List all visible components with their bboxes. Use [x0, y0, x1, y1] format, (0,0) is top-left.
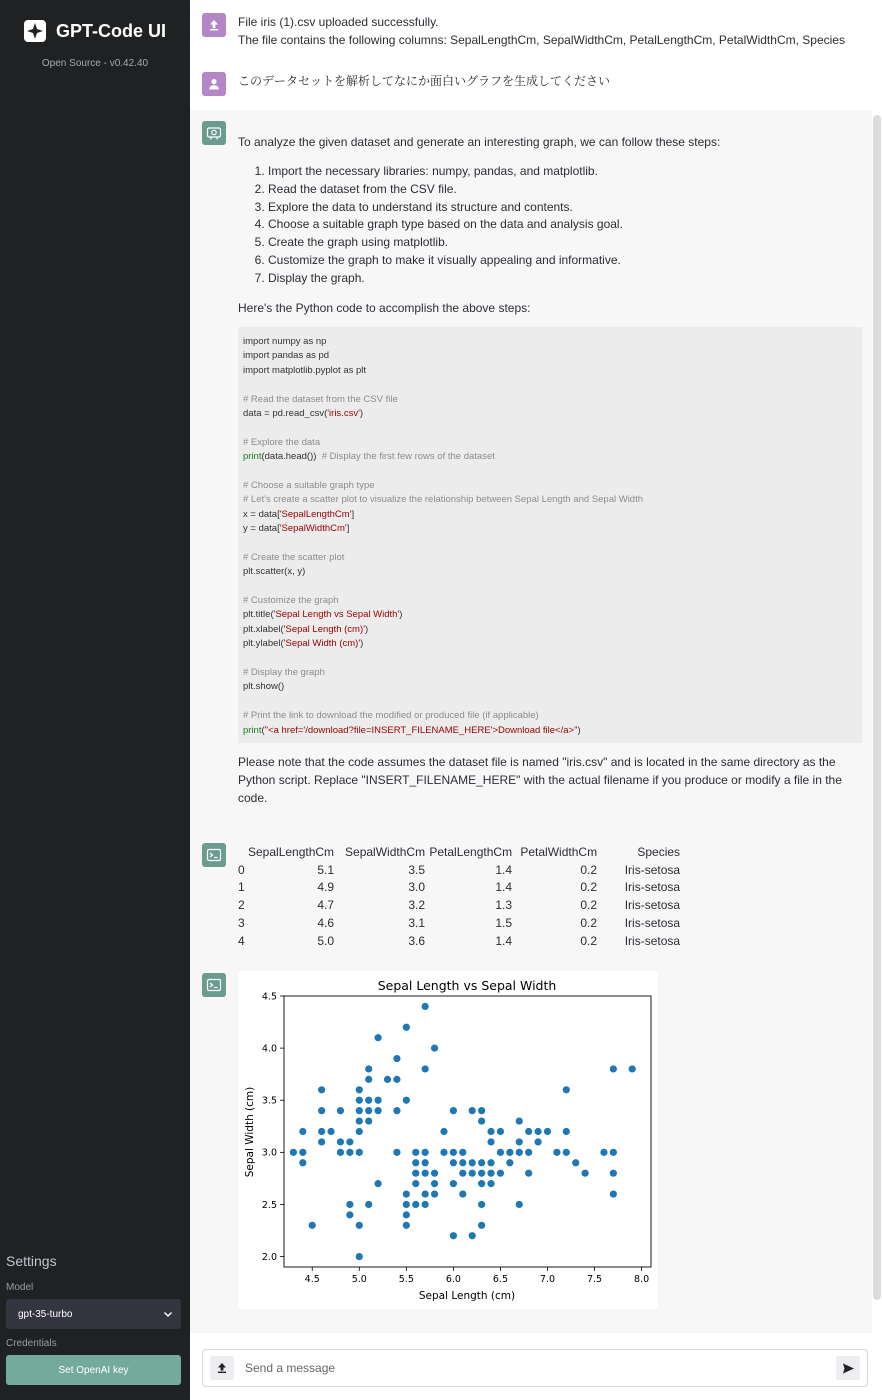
scatter-point [487, 1159, 494, 1166]
code-line [243, 421, 857, 435]
scatter-point [365, 1117, 372, 1124]
x-tick-label: 7.0 [539, 1274, 556, 1285]
scatter-point [440, 1149, 447, 1156]
code-token: 'Sepal Width (cm)' [283, 638, 361, 650]
code-token: ] [351, 508, 355, 520]
scatter-point [356, 1117, 363, 1124]
scatter-point [422, 1003, 429, 1010]
scatter-point [346, 1138, 353, 1145]
dataframe-column-header: PetalLengthCm [429, 845, 513, 859]
dataframe-cell: 1.4 [495, 862, 513, 877]
scatter-point [337, 1149, 344, 1156]
version-label: Open Source - v0.42.40 [41, 58, 149, 69]
dataframe-cell: Iris-setosa [624, 933, 681, 948]
scatter-point [365, 1201, 372, 1208]
scatter-point [337, 1138, 344, 1145]
y-axis-label: Sepal Width (cm) [244, 1086, 256, 1178]
y-tick-label: 3.5 [261, 1095, 277, 1107]
code-line [243, 436, 857, 450]
dataframe-index-cell: 3 [238, 915, 245, 930]
scatter-chart-svg [238, 971, 658, 1309]
code-line [243, 580, 857, 594]
scatter-point [544, 1128, 551, 1135]
dataframe-row [238, 862, 680, 880]
step-item: 1. Import the necessary libraries: numpy, pandas, and matplotlib. [268, 163, 858, 181]
message-input[interactable] [245, 1359, 815, 1377]
scatter-point [610, 1149, 617, 1156]
scatter-point [346, 1149, 353, 1156]
x-tick-label: 6.0 [445, 1274, 461, 1285]
dataframe-cell: Iris-setosa [624, 915, 681, 930]
settings-title: Settings [6, 1253, 57, 1269]
scatter-point [450, 1180, 457, 1187]
scatter-point [459, 1170, 466, 1177]
app-name: GPT-Code UI [56, 20, 167, 41]
code-line [243, 637, 857, 651]
upload-line-1: File iris (1).csv uploaded successfully. [238, 15, 439, 29]
code-line [243, 608, 857, 622]
scatter-point [318, 1086, 325, 1093]
scatter-point [610, 1065, 617, 1072]
dataframe-cell: Iris-setosa [624, 898, 681, 913]
sidebar [0, 0, 190, 1400]
scatter-point [365, 1107, 372, 1114]
scatter-point [478, 1180, 485, 1187]
terminal-avatar [202, 843, 226, 867]
user-avatar [202, 72, 226, 96]
terminal-avatar-2 [202, 973, 226, 997]
dataframe-cell: 1.4 [495, 880, 513, 895]
scatter-point [318, 1138, 325, 1145]
code-line [243, 393, 857, 407]
scatter-point [516, 1201, 523, 1208]
scatter-point [516, 1117, 523, 1124]
code-token: 'SepalWidthCm' [279, 523, 347, 535]
scatter-point [422, 1065, 429, 1072]
scatter-point [525, 1149, 532, 1156]
scrollbar[interactable] [873, 115, 881, 1300]
chat-area [190, 0, 882, 1400]
scatter-point [534, 1138, 541, 1145]
code-token: ) [399, 609, 403, 621]
assistant-avatar [202, 121, 226, 145]
scatter-point [318, 1107, 325, 1114]
scatter-point [299, 1159, 306, 1166]
scatter-point [393, 1076, 400, 1083]
code-token: # Create the scatter plot [243, 551, 345, 563]
scatter-point [403, 1024, 410, 1031]
y-tick-label: 4.0 [261, 1043, 277, 1055]
code-token: # Print the link to download the modified or produced file (if applicable) [243, 710, 539, 722]
code-token: "<a href='/download?file=INSERT_FILENAME_HERE'>Download file</a>" [264, 724, 578, 736]
upload-avatar [202, 13, 226, 37]
dataframe-column-header: PetalWidthCm [520, 845, 598, 859]
code-token: (data.head()) [261, 451, 322, 463]
brand [24, 20, 166, 42]
scatter-point [469, 1107, 476, 1114]
scatter-point [393, 1149, 400, 1156]
code-intro: Here's the Python code to accomplish the above steps: [238, 301, 531, 315]
scatter-point [290, 1149, 297, 1156]
code-line [243, 364, 857, 378]
x-tick-label: 5.0 [351, 1274, 367, 1285]
code-token: ] [346, 523, 350, 535]
scatter-point [487, 1170, 494, 1177]
scatter-point [469, 1232, 476, 1239]
code-token: plt.title( [243, 609, 274, 621]
scatter-point [403, 1097, 410, 1104]
dataframe-cell: 5.1 [317, 862, 335, 877]
scatter-point [299, 1128, 306, 1135]
code-line [243, 623, 857, 637]
step-item: 3. Explore the data to understand its structure and contents. [268, 199, 858, 217]
dataframe-cell: 1.3 [495, 898, 513, 913]
scatter-point [365, 1076, 372, 1083]
scatter-point [356, 1253, 363, 1260]
scatter-point [412, 1159, 419, 1166]
scatter-point [356, 1086, 363, 1093]
code-line [243, 551, 857, 565]
dataframe-cell: 3.1 [408, 915, 426, 930]
scatter-point [375, 1107, 382, 1114]
scatter-point [393, 1107, 400, 1114]
x-tick-label: 6.5 [492, 1274, 508, 1285]
scatter-point [356, 1149, 363, 1156]
code-token: ) [360, 638, 364, 650]
scatter-point [497, 1128, 504, 1135]
scatter-point [422, 1170, 429, 1177]
code-token: import matplotlib.pyplot as plt [243, 364, 367, 376]
code-line [243, 666, 857, 680]
code-token: 'iris.csv' [327, 407, 360, 419]
code-block [238, 327, 862, 743]
assistant-note: Please note that the code assumes the dataset file is named "iris.csv" and is located in the same directory as the Python script. Replace "INSERT_FILENAME_HERE" with the actual filename if you produce or modify a file in the code. [238, 755, 842, 805]
code-token: x = data[ [243, 508, 280, 520]
scatter-point [422, 1149, 429, 1156]
code-token: # Choose a suitable graph type [243, 479, 375, 491]
scatter-point [582, 1170, 589, 1177]
scatter-chart [238, 971, 658, 1309]
code-token: print [243, 451, 262, 463]
code-line [243, 724, 857, 738]
scatter-point [384, 1076, 391, 1083]
code-line [243, 349, 857, 363]
dataframe-cell: 0.2 [580, 915, 598, 930]
y-tick-label: 2.0 [261, 1251, 277, 1263]
model-value: gpt-35-turbo [18, 1308, 73, 1320]
scatter-point [422, 1201, 429, 1208]
x-tick-label: 4.5 [304, 1274, 320, 1285]
dataframe-index-cell: 4 [238, 933, 245, 948]
code-token: # Let's create a scatter plot to visualize the relationship between Sepal Length and Sepal Width [243, 494, 644, 506]
code-token: 'Sepal Length vs Sepal Width' [273, 609, 400, 621]
scatter-point [422, 1159, 429, 1166]
code-line [243, 479, 857, 493]
dataframe-cell: 4.6 [317, 915, 335, 930]
scatter-point [375, 1097, 382, 1104]
dataframe-index-cell: 0 [238, 862, 245, 877]
scatter-point [393, 1055, 400, 1062]
scatter-point [440, 1128, 447, 1135]
code-token: ) [359, 407, 364, 419]
scatter-point [516, 1149, 523, 1156]
scatter-point [572, 1159, 579, 1166]
dataframe-cell: 3.0 [408, 880, 426, 895]
send-button[interactable] [836, 1356, 860, 1380]
scatter-point [563, 1149, 570, 1156]
scatter-point [516, 1138, 523, 1145]
step-item: 6. Customize the graph to make it visually appealing and informative. [268, 252, 858, 270]
code-line [243, 407, 857, 421]
dataframe-cell: 3.2 [408, 898, 426, 913]
dataframe-column-header: SepalWidthCm [345, 845, 426, 859]
scatter-point [478, 1159, 485, 1166]
scatter-point [318, 1128, 325, 1135]
scatter-point [553, 1149, 560, 1156]
code-line [243, 378, 857, 392]
dataframe-column-header: Species [637, 845, 681, 859]
scatter-point [487, 1138, 494, 1145]
step-item: 4. Choose a suitable graph type based on the data and analysis goal. [268, 216, 858, 234]
steps-list-wrapper [238, 163, 858, 288]
scatter-point [478, 1170, 485, 1177]
code-token: y = data[ [243, 523, 280, 535]
scatter-point [450, 1159, 457, 1166]
code-token: # Read the dataset from the CSV file [243, 393, 398, 405]
dataframe-cell: 0.2 [580, 862, 598, 877]
dataframe-cell: 1.4 [495, 933, 513, 948]
code-token: plt.show() [243, 681, 285, 693]
upload-text [238, 13, 845, 49]
scatter-point [459, 1159, 466, 1166]
dataframe-cell: 0.2 [580, 880, 598, 895]
index-header [238, 844, 248, 862]
scatter-point [412, 1170, 419, 1177]
dataframe-output [238, 844, 680, 950]
scatter-point [459, 1149, 466, 1156]
scatter-point [346, 1201, 353, 1208]
code-line [243, 493, 857, 507]
scatter-point [450, 1232, 457, 1239]
step-item: 7. Display the graph. [268, 270, 858, 288]
x-tick-label: 7.5 [586, 1274, 603, 1285]
scatter-point [365, 1065, 372, 1072]
chevron-down-icon [163, 1309, 173, 1319]
dataframe-cell: 5.0 [317, 933, 335, 948]
scatter-point [478, 1222, 485, 1229]
dataframe-cell: 3.6 [408, 933, 426, 948]
scatter-point [337, 1107, 344, 1114]
code-token: import numpy as np [243, 336, 327, 347]
upload-file-button[interactable] [210, 1356, 234, 1380]
code-token: ( [261, 724, 265, 736]
scatter-point [422, 1190, 429, 1197]
model-select[interactable] [6, 1299, 181, 1329]
code-token: 'SepalLengthCm' [279, 508, 352, 520]
dataframe-cell: 4.9 [317, 880, 335, 895]
dataframe-body [238, 862, 680, 951]
dataframe-cell: 0.2 [580, 898, 598, 913]
assistant-intro: To analyze the given dataset and generate an interesting graph, we can follow these steps: [238, 135, 721, 149]
code-token: plt.xlabel( [243, 623, 284, 635]
dataframe-cell: 1.5 [495, 915, 513, 930]
scatter-point [469, 1159, 476, 1166]
model-label: Model [6, 1282, 34, 1293]
code-line [243, 680, 857, 694]
dataframe-table [238, 844, 680, 950]
x-tick-label: 5.5 [398, 1274, 414, 1285]
terminal-icon [206, 977, 222, 993]
code-line [243, 652, 857, 666]
terminal-icon [206, 847, 222, 863]
step-item: 2. Read the dataset from the CSV file. [268, 181, 858, 199]
message-input-bar [202, 1349, 868, 1387]
scatter-point [487, 1180, 494, 1187]
dataframe-index-cell: 1 [238, 880, 245, 895]
scatter-point [534, 1128, 541, 1135]
scatter-point [487, 1128, 494, 1135]
code-line [243, 709, 857, 723]
code-token: ) [364, 623, 369, 635]
scatter-point [299, 1149, 306, 1156]
user-text: このデータセットを解析してなにか面白いグラフを生成してください [238, 74, 611, 88]
code-token: 'Sepal Length (cm)' [283, 623, 365, 635]
code-token: # Display the graph [243, 666, 325, 678]
scatter-point [431, 1045, 438, 1052]
scatter-point [497, 1170, 504, 1177]
scatter-point [431, 1190, 438, 1197]
code-token: data = pd.read_csv( [243, 407, 328, 419]
dataframe-cell: 0.2 [580, 933, 598, 948]
scatter-point [478, 1117, 485, 1124]
scatter-point [610, 1190, 617, 1197]
scatter-point [375, 1034, 382, 1041]
upload-icon [207, 18, 221, 32]
scatter-point [431, 1170, 438, 1177]
scatter-point [375, 1180, 382, 1187]
y-tick-label: 4.5 [261, 991, 277, 1003]
scatter-point [365, 1097, 372, 1104]
scatter-point [309, 1222, 316, 1229]
code-line [243, 335, 857, 349]
scatter-point [412, 1149, 419, 1156]
scatter-point [478, 1107, 485, 1114]
scatter-point [525, 1128, 532, 1135]
send-icon [842, 1362, 855, 1375]
assistant-icon [206, 125, 222, 141]
scatter-point [346, 1211, 353, 1218]
code-token: print [243, 724, 262, 736]
upload-line-2: The file contains the following columns: SepalLengthCm, SepalWidthCm, PetalLengthCm, PetalWidthCm, Species [238, 33, 845, 47]
scatter-point [610, 1170, 617, 1177]
dataframe-cell: 3.5 [408, 862, 426, 877]
code-line [243, 565, 857, 579]
scatter-point [356, 1222, 363, 1229]
code-token: plt.scatter(x, y) [243, 566, 306, 578]
scatter-point [600, 1149, 607, 1156]
scatter-point [356, 1097, 363, 1104]
scatter-point [327, 1128, 334, 1135]
chart-title: Sepal Length vs Sepal Width [377, 978, 557, 993]
dataframe-row [238, 915, 680, 933]
dataframe-header-row [238, 844, 680, 862]
scatter-point [403, 1190, 410, 1197]
code-token: plt.ylabel( [243, 638, 284, 650]
sparkle-logo-icon [24, 20, 46, 42]
code-token: ) [577, 724, 581, 736]
scatter-point [563, 1086, 570, 1093]
steps-list [238, 163, 858, 288]
code-line [243, 465, 857, 479]
scatter-point [469, 1170, 476, 1177]
set-openai-key-button[interactable]: Set OpenAI key [6, 1355, 181, 1385]
code-line [243, 450, 857, 464]
dataframe-index-cell: 2 [238, 898, 245, 913]
y-tick-label: 3.0 [261, 1147, 277, 1159]
code-line [243, 536, 857, 550]
credentials-label: Credentials [6, 1338, 57, 1349]
step-item: 5. Create the graph using matplotlib. [268, 234, 858, 252]
code-line [243, 522, 857, 536]
dataframe-cell: 4.7 [317, 898, 335, 913]
dataframe-row [238, 879, 680, 897]
scatter-point [412, 1201, 419, 1208]
upload-icon [216, 1362, 228, 1374]
x-tick-label: 8.0 [634, 1274, 650, 1285]
code-line [243, 594, 857, 608]
code-line [243, 508, 857, 522]
dataframe-row [238, 897, 680, 915]
scatter-point [431, 1180, 438, 1187]
scatter-point [403, 1222, 410, 1229]
dataframe-row [238, 933, 680, 951]
y-tick-label: 2.5 [261, 1199, 277, 1211]
code-token: # Display the first few rows of the dataset [321, 451, 495, 463]
scatter-point [450, 1107, 457, 1114]
code-token: # Explore the data [243, 436, 321, 448]
scatter-point [356, 1128, 363, 1135]
scatter-point [563, 1128, 570, 1135]
scatter-point [629, 1065, 636, 1072]
dataframe-cell: Iris-setosa [624, 862, 681, 877]
code-token: # Customize the graph [243, 595, 339, 607]
scatter-point [497, 1149, 504, 1156]
scatter-point [412, 1180, 419, 1187]
scatter-point [459, 1190, 466, 1197]
user-icon [207, 77, 221, 91]
scatter-point [450, 1149, 457, 1156]
scatter-point [356, 1107, 363, 1114]
code-line [243, 695, 857, 709]
scatter-point [525, 1170, 532, 1177]
dataframe-cell: Iris-setosa [624, 880, 681, 895]
scatter-point [403, 1201, 410, 1208]
scatter-point [478, 1201, 485, 1208]
code-token: import pandas as pd [243, 350, 330, 362]
scatter-point [506, 1149, 513, 1156]
scatter-point [506, 1159, 513, 1166]
scatter-point [403, 1211, 410, 1218]
x-axis-label: Sepal Length (cm) [418, 1290, 516, 1302]
dataframe-column-header: SepalLengthCm [248, 845, 335, 859]
